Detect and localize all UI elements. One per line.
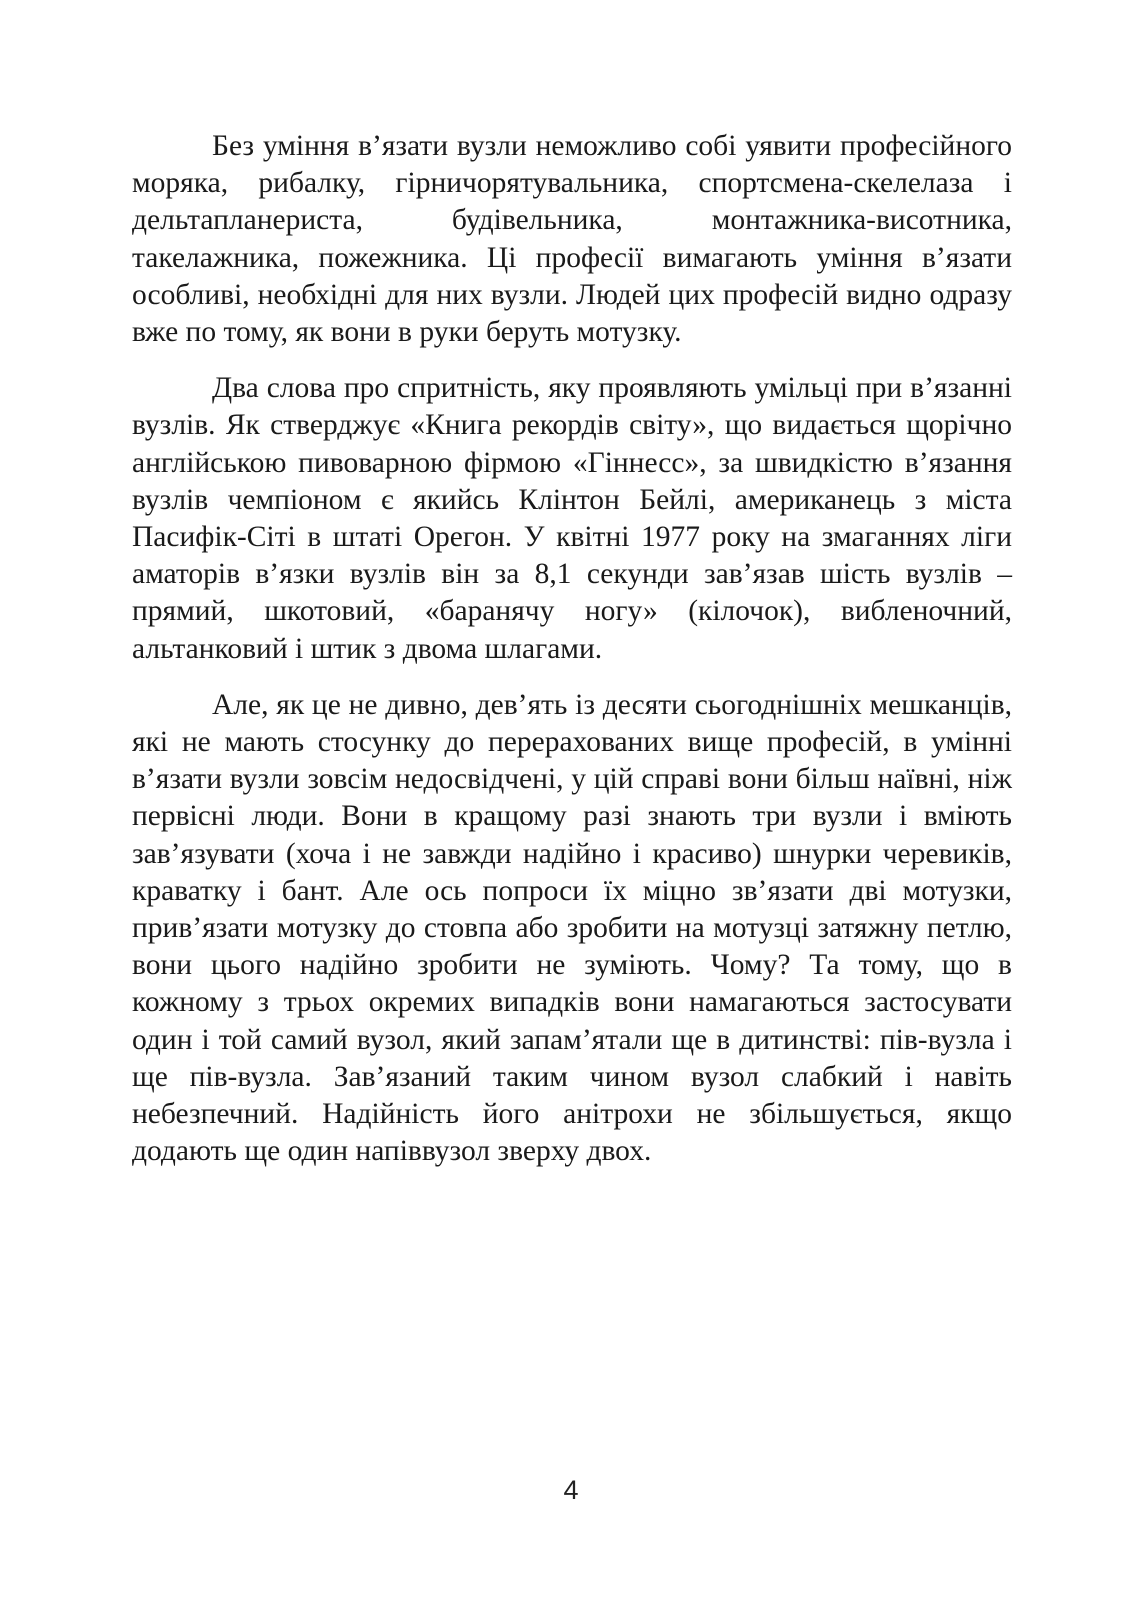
page-number: 4: [563, 1475, 579, 1505]
page-body: [132, 128, 1012, 1189]
paragraph-common-knots: Але, як це не дивно, дев’ять із десяти сьогоднішніх мешканців, які не мають стосунку до перерахованих вище професій, в умінні в’язати вузли зовсім недосвідчені, у цій справі вони більш наївні, ніж первісні люди. Вони в кращому разі знають три вузли і вміють зав’язувати (хоча і не завжди надійно і красиво) шнурки черевиків, краватку і бант. Але ось попроси їх міцно зв’язати дві мотузки, прив’язати мотузку до стовпа або зробити на мотузці затяжну петлю, вони цього надійно зробити не зуміють. Чому? Та тому, що в кожному з трьох окремих випадків вони намагаються застосувати один і той самий вузол, який запам’ятали ще в дитинстві: пів-вузла і ще пів-вузла. Зав’язаний таким чином вузол слабкий і навіть небезпечний. Надійність його анітрохи не збільшується, якщо додають ще один напіввузол зверху двох.: [132, 688, 1012, 1168]
paragraph-record: Два слова про спритність, яку проявляють умільці при в’язанні вузлів. Як стверджує «Книга рекордів світу», що видається щорічно англійською пивоварною фірмою «Гіннесс», за швидкістю в’язання вузлів чемпіоном є якийсь Клінтон Бейлі, американець з міста Пасифік-Сіті в штаті Орегон. У квітні 1977 року на змаганнях ліги аматорів в’язки вузлів він за 8,1 секунди зав’язав шість вузлів – прямий, шкотовий, «баранячу ногу» (кілочок), вибленочний, альтанковий і штик з двома шлагами.: [132, 372, 1012, 665]
paragraph-professions: Без уміння в’язати вузли неможливо собі уявити професійного моряка, рибалку, гірничорятувальника, спортсмена-скелелаза і дельтапланериста, будівельника, монтажника-висотника, такелажника, пожежника. Ці професії вимагають уміння в’язати особливі, необхідні для них вузли. Людей цих професій видно одразу вже по тому, як вони в руки беруть мотузку.: [132, 130, 1012, 349]
